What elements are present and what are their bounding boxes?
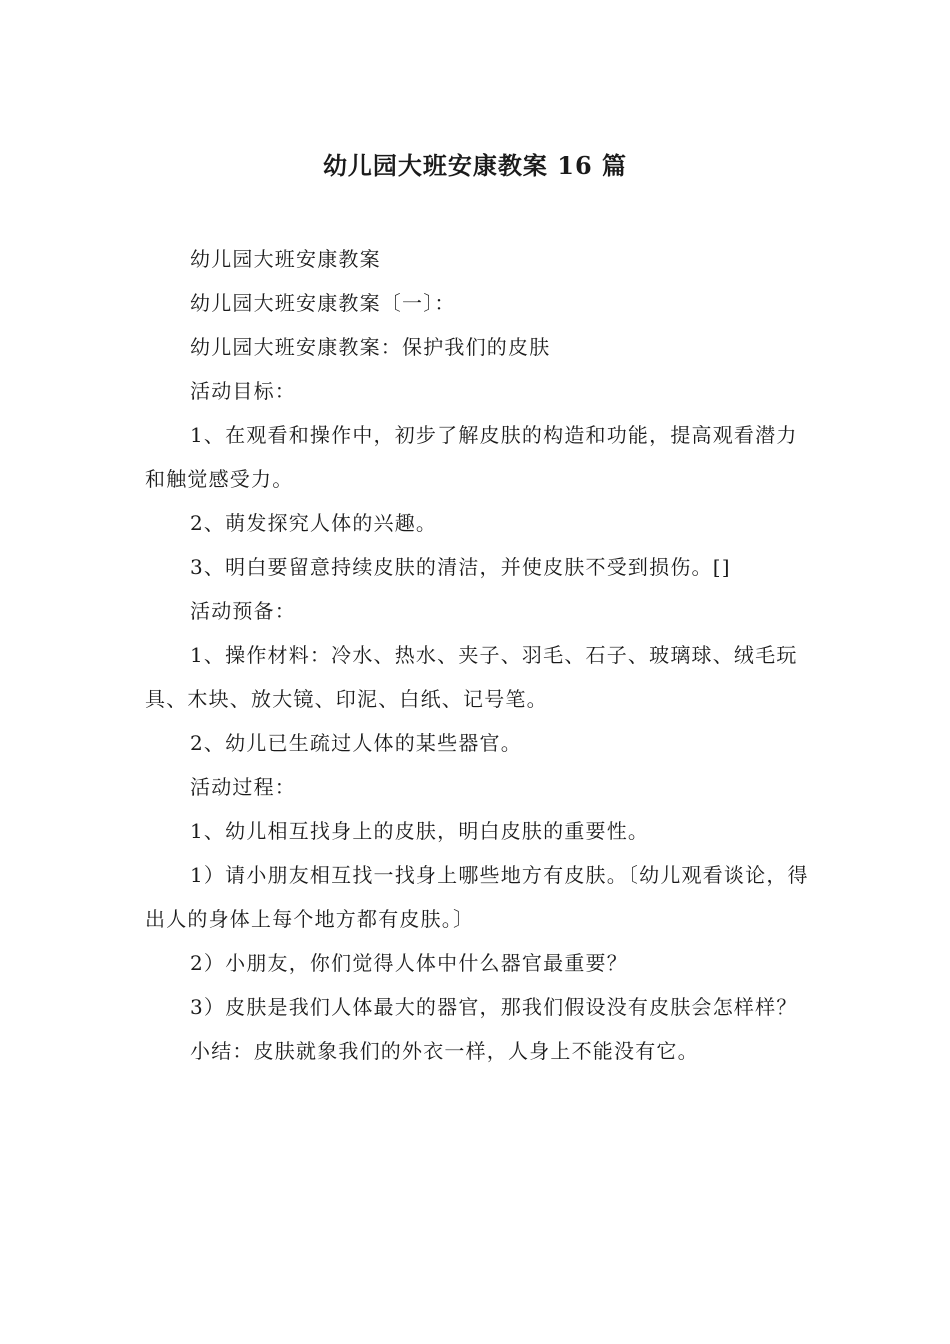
paragraph: 幼儿园大班安康教案 <box>190 247 381 271</box>
paragraph: 幼儿园大班安康教案〔一〕： <box>190 291 456 315</box>
paragraph: 1、幼儿相互找身上的皮肤，明白皮肤的重要性。 <box>190 819 650 843</box>
section-heading: 活动目标： <box>190 379 296 403</box>
paragraph: 幼儿园大班安康教案：保护我们的皮肤 <box>190 335 551 359</box>
paragraph: 2、幼儿已生疏过人体的某些器官。 <box>190 731 522 755</box>
paragraph: 2）小朋友，你们觉得人体中什么器官最重要？ <box>190 951 628 975</box>
section-heading: 活动过程： <box>190 775 296 799</box>
paragraph: 3、明白要留意持续皮肤的清洁，并使皮肤不受到损伤。[] <box>190 555 731 579</box>
paragraph: 1）请小朋友相互找一找身上哪些地方有皮肤。〔幼儿观看谈论，得出人的身体上每个地方都有皮肤。〕 <box>145 863 809 931</box>
document-body <box>145 237 810 1073</box>
paragraph: 1、在观看和操作中，初步了解皮肤的构造和功能，提高观看潜力和触觉感受力。 <box>145 423 798 491</box>
paragraph: 2、萌发探究人体的兴趣。 <box>190 511 438 535</box>
section-heading: 活动预备： <box>190 599 296 623</box>
summary-paragraph: 小结：皮肤就象我们的外衣一样，人身上不能没有它。 <box>190 1039 699 1063</box>
paragraph: 1、操作材料：冷水、热水、夹子、羽毛、石子、玻璃球、绒毛玩具、木块、放大镜、印泥、白纸、记号笔。 <box>145 643 798 711</box>
document-title: 幼儿园大班安康教案 16 篇 <box>322 151 628 180</box>
paragraph: 3）皮肤是我们人体最大的器官，那我们假设没有皮肤会怎样样？ <box>190 995 798 1019</box>
